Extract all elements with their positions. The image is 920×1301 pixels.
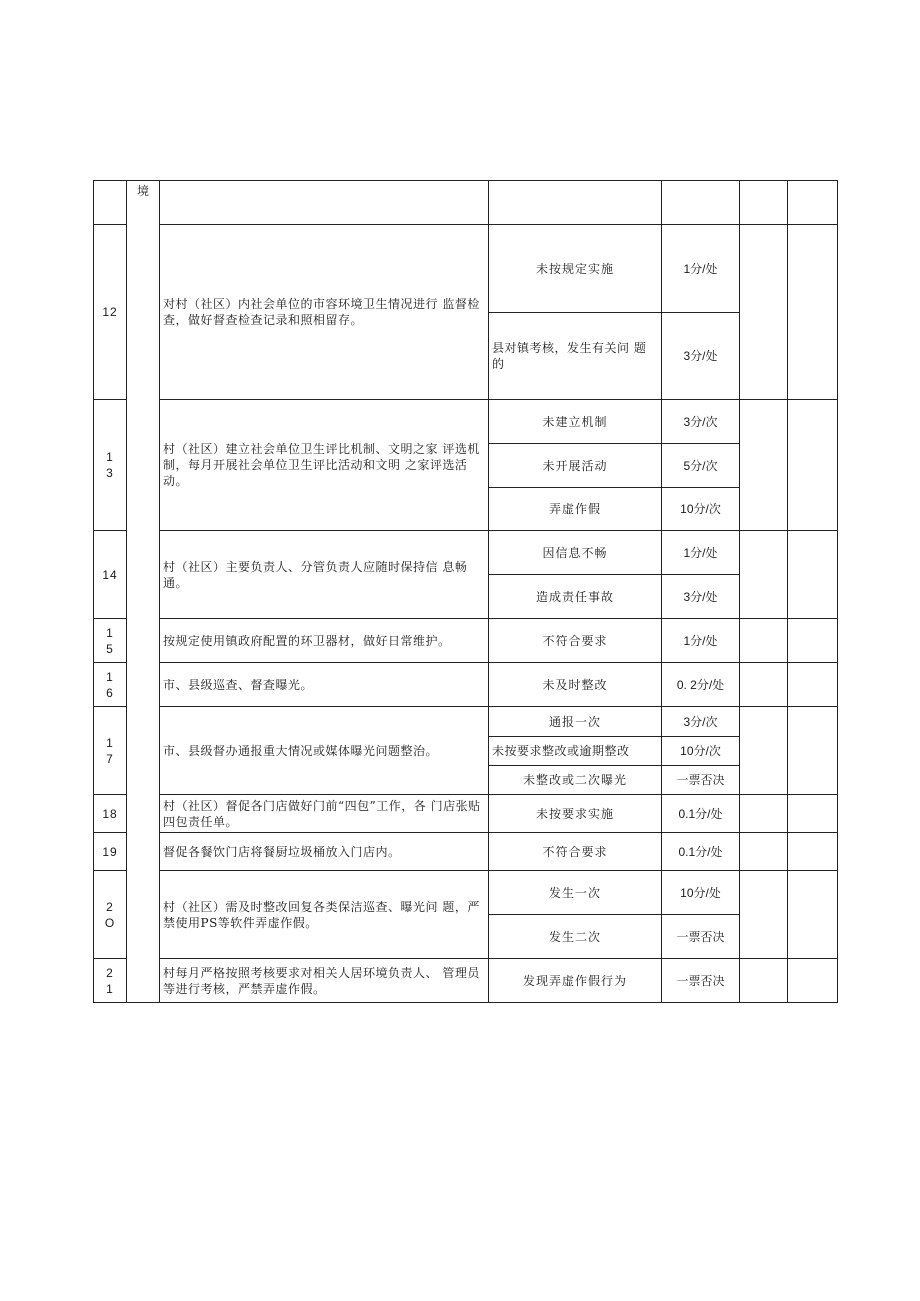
blank-cell-1 bbox=[740, 619, 788, 663]
blank-cell-1 bbox=[740, 400, 788, 531]
blank-cell-1 bbox=[740, 707, 788, 795]
row-content: 市、县级督办通报重大情况或媒体曝光问题整治。 bbox=[160, 707, 489, 795]
row-number: 12 bbox=[94, 225, 127, 400]
deduction-score: 一票否决 bbox=[662, 959, 740, 1003]
header-num-cell bbox=[94, 181, 127, 225]
row-number: 1 6 bbox=[94, 663, 127, 707]
deduction-score: 1分/处 bbox=[662, 225, 740, 313]
table-row bbox=[94, 959, 838, 1003]
deduction-condition: 未整改或二次曝光 bbox=[489, 766, 662, 795]
deduction-score: 3分/处 bbox=[662, 575, 740, 619]
table-header-row bbox=[94, 181, 838, 225]
deduction-condition: 发现弄虚作假行为 bbox=[489, 959, 662, 1003]
row-content: 村（社区）督促各门店做好门前“四包”工作，各 门店张贴四包责任单。 bbox=[160, 795, 489, 833]
row-content: 按规定使用镇政府配置的环卫器材，做好日常维护。 bbox=[160, 619, 489, 663]
header-content-cell bbox=[160, 181, 489, 225]
deduction-score: 1分/处 bbox=[662, 619, 740, 663]
header-score-cell bbox=[662, 181, 740, 225]
deduction-condition: 不符合要求 bbox=[489, 619, 662, 663]
row-number: 19 bbox=[94, 833, 127, 871]
row-number: 18 bbox=[94, 795, 127, 833]
header-blank-cell-1 bbox=[740, 181, 788, 225]
deduction-score: 一票否决 bbox=[662, 766, 740, 795]
blank-cell-2 bbox=[788, 707, 838, 795]
blank-cell-2 bbox=[788, 833, 838, 871]
deduction-condition: 未按要求实施 bbox=[489, 795, 662, 833]
deduction-score: 3分/次 bbox=[662, 707, 740, 737]
deduction-score: 3分/处 bbox=[662, 313, 740, 400]
row-number: 1 7 bbox=[94, 707, 127, 795]
blank-cell-1 bbox=[740, 663, 788, 707]
deduction-score: 10分/次 bbox=[662, 737, 740, 766]
deduction-condition: 造成责任事故 bbox=[489, 575, 662, 619]
blank-cell-2 bbox=[788, 531, 838, 619]
blank-cell-2 bbox=[788, 400, 838, 531]
blank-cell-1 bbox=[740, 959, 788, 1003]
table-row bbox=[94, 795, 838, 833]
row-content: 村（社区）需及时整改回复各类保洁巡查、曝光问 题，严禁使用PS等软件弄虚作假。 bbox=[160, 871, 489, 959]
deduction-score: 10分/处 bbox=[662, 871, 740, 915]
blank-cell-1 bbox=[740, 225, 788, 400]
deduction-condition: 因信息不畅 bbox=[489, 531, 662, 575]
deduction-score: 1分/处 bbox=[662, 531, 740, 575]
row-content: 督促各餐饮门店将餐厨垃圾桶放入门店内。 bbox=[160, 833, 489, 871]
deduction-condition: 未建立机制 bbox=[489, 400, 662, 444]
row-number: 1 3 bbox=[94, 400, 127, 531]
deduction-condition: 未按要求整改或逾期整改 bbox=[489, 737, 662, 766]
deduction-score: 0.1分/处 bbox=[662, 833, 740, 871]
blank-cell-1 bbox=[740, 531, 788, 619]
deduction-condition: 未及时整改 bbox=[489, 663, 662, 707]
table-row bbox=[94, 707, 838, 737]
deduction-condition: 发生一次 bbox=[489, 871, 662, 915]
deduction-score: 10分/次 bbox=[662, 488, 740, 531]
deduction-condition: 发生二次 bbox=[489, 915, 662, 959]
deduction-condition: 未开展活动 bbox=[489, 444, 662, 488]
header-condition-cell bbox=[489, 181, 662, 225]
deduction-score: 0.1分/处 bbox=[662, 795, 740, 833]
table-row bbox=[94, 225, 838, 313]
row-number: 14 bbox=[94, 531, 127, 619]
category-cell: 境 bbox=[127, 181, 160, 1003]
deduction-score: 3分/次 bbox=[662, 400, 740, 444]
scoring-table bbox=[93, 180, 838, 1003]
row-content: 市、县级巡查、督查曝光。 bbox=[160, 663, 489, 707]
blank-cell-2 bbox=[788, 795, 838, 833]
deduction-condition: 弄虚作假 bbox=[489, 488, 662, 531]
blank-cell-1 bbox=[740, 833, 788, 871]
blank-cell-2 bbox=[788, 871, 838, 959]
deduction-score: 5分/次 bbox=[662, 444, 740, 488]
deduction-condition: 未按规定实施 bbox=[489, 225, 662, 313]
blank-cell-2 bbox=[788, 663, 838, 707]
row-number: 1 5 bbox=[94, 619, 127, 663]
row-content: 村（社区）建立社会单位卫生评比机制、文明之家 评选机制，每月开展社会单位卫生评比活动和文明 之家评选活动。 bbox=[160, 400, 489, 531]
table-row bbox=[94, 833, 838, 871]
row-number: 2 1 bbox=[94, 959, 127, 1003]
deduction-condition: 县对镇考核，发生有关问 题的 bbox=[489, 313, 662, 400]
deduction-score: 0. 2分/处 bbox=[662, 663, 740, 707]
table-row bbox=[94, 871, 838, 915]
blank-cell-2 bbox=[788, 959, 838, 1003]
row-content: 村（社区）主要负责人、分管负责人应随时保持信 息畅通。 bbox=[160, 531, 489, 619]
table-row bbox=[94, 531, 838, 575]
blank-cell-1 bbox=[740, 871, 788, 959]
blank-cell-2 bbox=[788, 619, 838, 663]
row-content: 对村（社区）内社会单位的市容环境卫生情况进行 监督检查，做好督查检查记录和照相留存。 bbox=[160, 225, 489, 400]
table-row bbox=[94, 663, 838, 707]
blank-cell-2 bbox=[788, 225, 838, 400]
row-number: 2 O bbox=[94, 871, 127, 959]
deduction-score: 一票否决 bbox=[662, 915, 740, 959]
deduction-condition: 通报一次 bbox=[489, 707, 662, 737]
deduction-condition: 不符合要求 bbox=[489, 833, 662, 871]
blank-cell-1 bbox=[740, 795, 788, 833]
row-content: 村每月严格按照考核要求对相关人居环境负责人、 管理员等进行考核，严禁弄虚作假。 bbox=[160, 959, 489, 1003]
table-row bbox=[94, 400, 838, 444]
header-blank-cell-2 bbox=[788, 181, 838, 225]
table-row bbox=[94, 619, 838, 663]
